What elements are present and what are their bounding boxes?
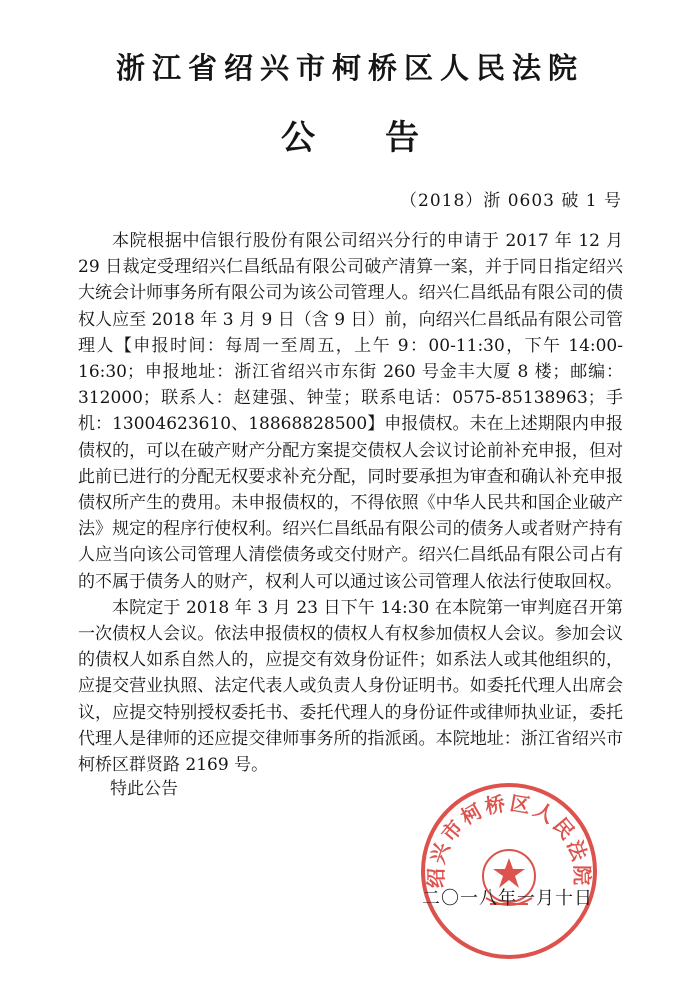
court-name: 浙江省绍兴市柯桥区人民法院 — [115, 51, 584, 85]
notice-title: 公告 — [281, 118, 489, 158]
notice-date: 二〇一八年一月十日 — [422, 888, 593, 909]
paragraph-bankruptcy-claims: 本院根据中信银行股份有限公司绍兴分行的申请于 2017 年 12 月 29 日裁定受理绍兴仁昌纸品有限公司破产清算一案，并于同日指定绍兴大统会计师事务所有限公司为该公司管理人。绍兴仁昌纸品有限公司的债权人应至 2018 年 3 月 9 日（含 9 日）前，向绍兴仁昌纸品有限公司管理人【申报时间：每周一至周五，上午 9：00-11:30，下午 14:00-16:30；申报地址：浙江省绍兴市东街 260 号金丰大厦 8 楼；邮编：312000；联系人：赵建强、钟莹；联系电话：0575-85138963；手机：13004623610、18868828500】申报债权。未在上述期限内申报债权的，可以在破产财产分配方案提交债权人会议讨论前补充申报，但对此前已进行的分配无权要求补充分配，同时要承担为审查和确认补充申报债权所产生的费用。未申报债权的，不得依照《中华人民共和国企业破产法》规定的程序行使权利。绍兴仁昌纸品有限公司的债务人或者财产持有人应当向该公司管理人清偿债务或交付财产。绍兴仁昌纸品有限公司占有的不属于债务人的财产，权利人可以通过该公司管理人依法行使取回权。 — [78, 231, 623, 592]
seal-text: 绍兴市柯桥区人民法院 — [423, 790, 595, 889]
court-seal — [418, 780, 600, 962]
closing-text: 特此公告 — [110, 779, 178, 799]
notice-body — [78, 228, 623, 778]
case-number: （2018）浙 0603 破 1 号 — [400, 191, 622, 211]
paragraph-creditors-meeting: 本院定于 2018 年 3 月 23 日下午 14:30 在本院第一审判庭召开第一次债权人会议。依法申报债权的债权人有权参加债权人会议。参加会议的债权人如系自然人的，应提交有效身份证件；如系法人或其他组织的，应提交营业执照、法定代表人或负责人身份证明书。如委托代理人出席会议，应提交特别授权委托书、委托代理人的身份证件或律师执业证，委托代理人是律师的还应提交律师事务所的指派函。本院地址：浙江省绍兴市柯桥区群贤路 2169 号。 — [78, 597, 623, 776]
